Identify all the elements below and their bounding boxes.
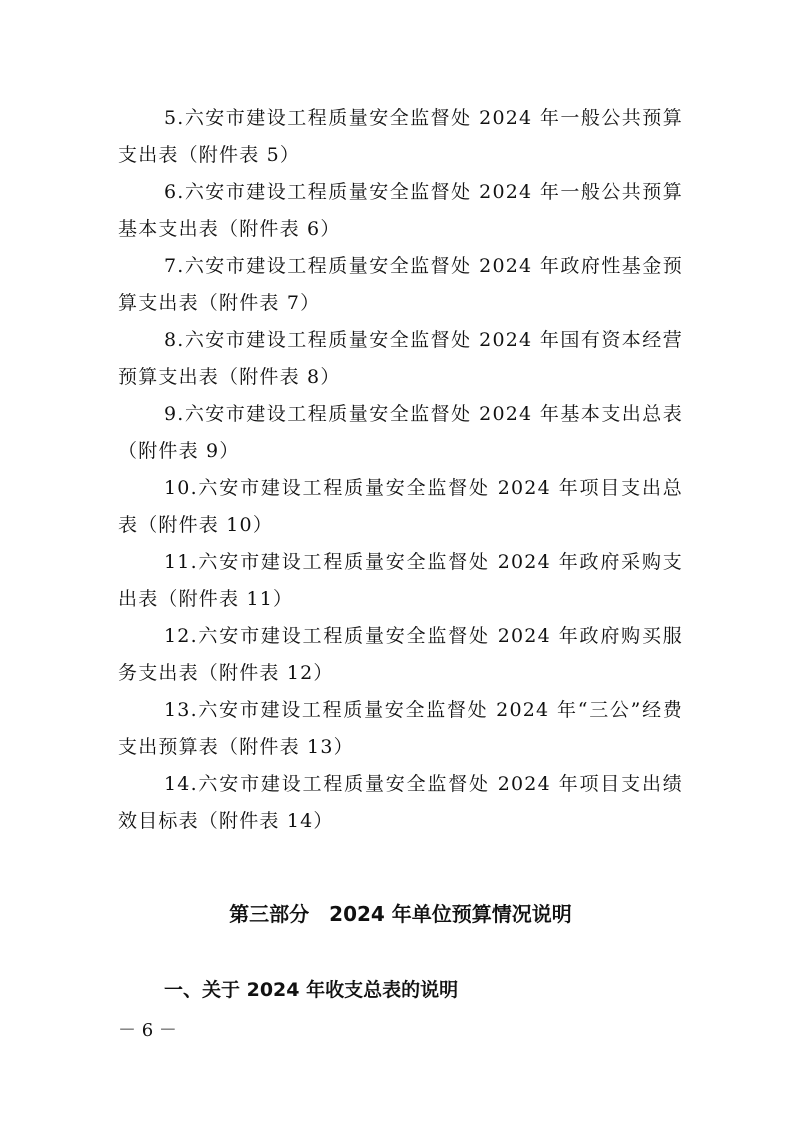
list-item: 11.六安市建设工程质量安全监督处 2024 年政府采购支出表（附件表 11） bbox=[118, 551, 683, 610]
list-item: 6.六安市建设工程质量安全监督处 2024 年一般公共预算基本支出表（附件表 6） bbox=[118, 181, 683, 240]
attachment-list bbox=[118, 100, 683, 840]
list-item: 10.六安市建设工程质量安全监督处 2024 年项目支出总表（附件表 10） bbox=[118, 477, 683, 536]
list-item: 13.六安市建设工程质量安全监督处 2024 年“三公”经费支出预算表（附件表 13） bbox=[118, 699, 683, 758]
list-item: 14.六安市建设工程质量安全监督处 2024 年项目支出绩效目标表（附件表 14） bbox=[118, 773, 683, 832]
list-item: 5.六安市建设工程质量安全监督处 2024 年一般公共预算支出表（附件表 5） bbox=[118, 107, 683, 166]
list-item: 8.六安市建设工程质量安全监督处 2024 年国有资本经营预算支出表（附件表 8） bbox=[118, 329, 683, 388]
list-item: 12.六安市建设工程质量安全监督处 2024 年政府购买服务支出表（附件表 12） bbox=[118, 625, 683, 684]
section-heading: 第三部分 2024 年单位预算情况说明 bbox=[229, 902, 572, 926]
list-item: 7.六安市建设工程质量安全监督处 2024 年政府性基金预算支出表（附件表 7） bbox=[118, 255, 683, 314]
list-item: 9.六安市建设工程质量安全监督处 2024 年基本支出总表（附件表 9） bbox=[118, 403, 683, 462]
page-number: － 6 － bbox=[118, 1020, 177, 1041]
sub-heading: 一、关于 2024 年收支总表的说明 bbox=[164, 979, 459, 1001]
